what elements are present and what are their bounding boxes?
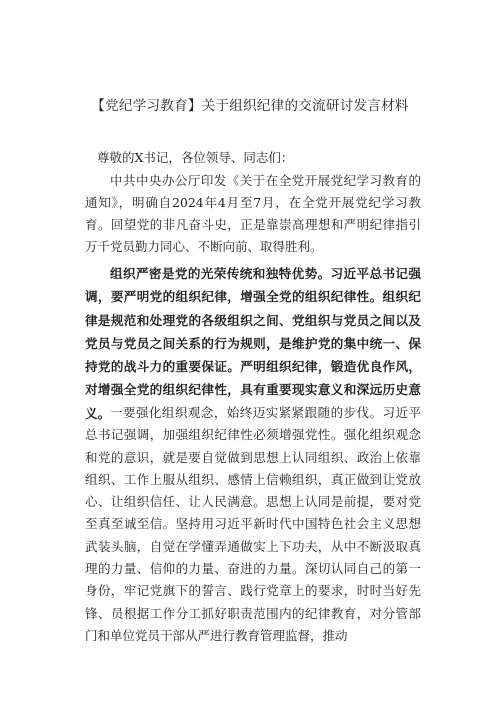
greeting-line: 尊敬的X书记，各位领导、同志们： (97, 150, 294, 165)
paragraph-notice: 中共中央办公厅印发《关于在全党开展党纪学习教育的通知》，明确自2024年4月至7月，在全党开展党纪学习教育。回望党的非凡奋斗史，正是靠崇高理想和严明纪律指引万千党员勤力同心、不断向前、取得胜利。 (85, 173, 421, 254)
paragraph-organization-concept: 一要强化组织观念，始终迈实紧紧跟随的步伐。习近平总书记强调，加强组织纪律性必须增强党性。强化组织观念和党的意识，就是要自觉做到思想上认同组织、政治上依靠组织、工作上服从组织、感情上信赖组织，真正做到让党放心、让组织信任、让人民满意。思想上认同是前提，要对党至真至诚至信。坚持用习近平新时代中国特色社会主义思想武装头脑，自觉在学懂弄通做实上下功夫，从中不断汲取真理的力量、信仰的力量、奋进的力量。深切认同自己的第一身份，牢记党旗下的誓言、践行党章上的要求，时时当好先锋、员根据工作分工抓好职责范围内的纪律教育，对分管部门和单位党员干部从严进行教育管理监督，推动 (85, 405, 421, 643)
document-title: 【党纪学习教育】关于组织纪律的交流研讨发言材料 (91, 98, 409, 114)
paragraph-organization-discipline: 组织严密是党的光荣传统和独特优势。习近平总书记强调，要严明党的组织纪律，增强全党的组织纪律性。组织纪律是规范和处理党的各级组织之间、党组织与党员之间以及党员与党员之间关系的行为规则，是维护党的集中统一、保持党的战斗力的重要保证。严明组织纪律，锻造优良作风，对增强全党的组织纪律性，具有重要现实意义和深远历史意义。 (85, 266, 421, 421)
